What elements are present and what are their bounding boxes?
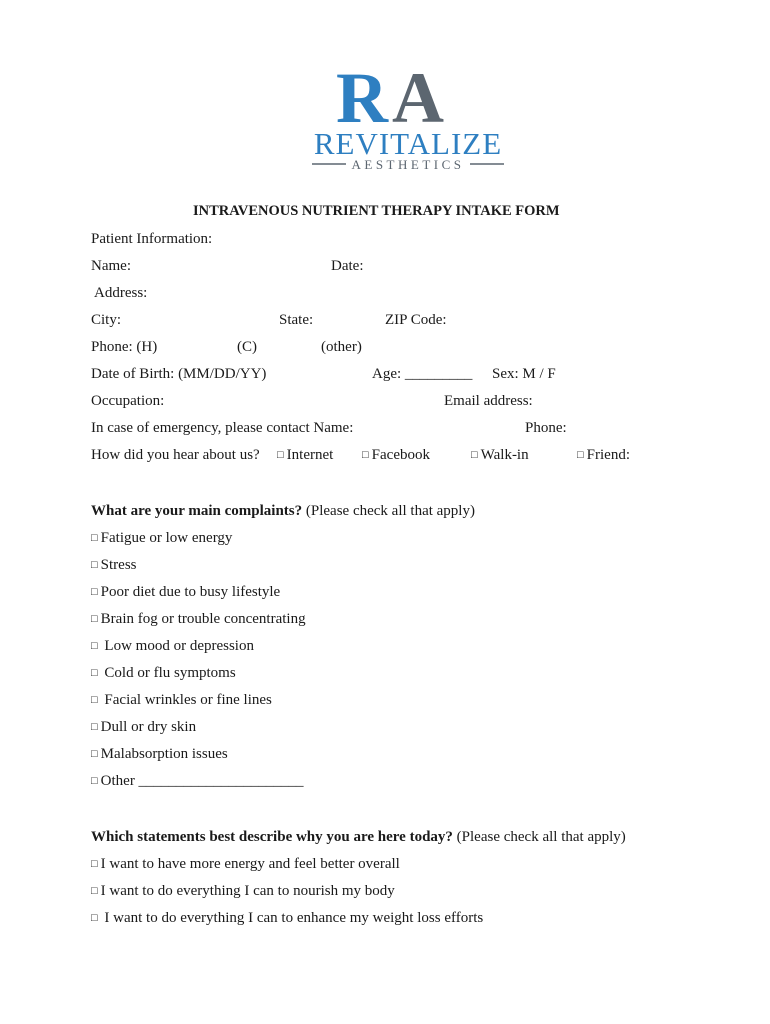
complaint-item[interactable]: □ Low mood or depression: [91, 638, 254, 654]
date-label: Date:: [331, 258, 364, 274]
checkbox-icon: □: [471, 449, 478, 461]
checkbox-icon: □: [91, 748, 98, 760]
name-label: Name:: [91, 258, 131, 274]
checkbox-icon: □: [91, 912, 98, 924]
complaint-item[interactable]: □ Poor diet due to busy lifestyle: [91, 584, 281, 600]
reason-item[interactable]: □ I want to have more energy and feel better overall: [91, 856, 400, 872]
referral-option-friend[interactable]: □ Friend:: [577, 447, 630, 463]
referral-option-internet[interactable]: □ Internet: [277, 447, 334, 463]
occupation-label: Occupation:: [91, 393, 165, 409]
checkbox-icon: □: [91, 613, 98, 625]
referral-question: How did you hear about us?: [91, 447, 260, 463]
complaints-question: What are your main complaints? (Please check all that apply): [91, 503, 475, 519]
checkbox-icon: □: [277, 449, 284, 461]
zip-label: ZIP Code:: [385, 312, 447, 328]
dob-label: Date of Birth: (MM/DD/YY): [91, 366, 267, 382]
logo-monogram-a: A: [392, 58, 444, 138]
checkbox-icon: □: [91, 586, 98, 598]
phone-cell-label: (C): [237, 339, 257, 355]
checkbox-icon: □: [91, 885, 98, 897]
checkbox-icon: □: [91, 858, 98, 870]
referral-option-facebook[interactable]: □ Facebook: [362, 447, 430, 463]
form-title: INTRAVENOUS NUTRIENT THERAPY INTAKE FORM: [193, 203, 560, 219]
reasons-question: Which statements best describe why you are here today? (Please check all that apply): [91, 829, 626, 845]
phone-other-label: (other): [321, 339, 362, 355]
complaint-item-other[interactable]: □ Other ______________________: [91, 773, 304, 789]
checkbox-icon: □: [91, 721, 98, 733]
complaint-item[interactable]: □ Brain fog or trouble concentrating: [91, 611, 306, 627]
checkbox-icon: □: [91, 640, 98, 652]
complaint-item[interactable]: □ Fatigue or low energy: [91, 530, 233, 546]
referral-option-walk-in[interactable]: □ Walk-in: [471, 447, 529, 463]
logo-brand-text: REVITALIZE: [313, 126, 503, 161]
sex-label: Sex: M / F: [492, 366, 556, 382]
complaint-item[interactable]: □ Cold or flu symptoms: [91, 665, 236, 681]
checkbox-icon: □: [91, 775, 98, 787]
checkbox-icon: □: [91, 559, 98, 571]
emergency-contact-label: In case of emergency, please contact Name:: [91, 420, 354, 436]
age-label: Age: _________: [372, 366, 473, 382]
emergency-phone-label: Phone:: [525, 420, 567, 436]
complaint-item[interactable]: □ Malabsorption issues: [91, 746, 228, 762]
address-label: Address:: [94, 285, 148, 301]
checkbox-icon: □: [577, 449, 584, 461]
email-label: Email address:: [444, 393, 533, 409]
checkbox-icon: □: [362, 449, 369, 461]
reason-item[interactable]: □ I want to do everything I can to nourish my body: [91, 883, 395, 899]
city-label: City:: [91, 312, 122, 328]
reason-item[interactable]: □ I want to do everything I can to enhance my weight loss efforts: [91, 910, 484, 926]
phone-home-label: Phone: (H): [91, 339, 158, 355]
checkbox-icon: □: [91, 532, 98, 544]
complaint-item[interactable]: □ Facial wrinkles or fine lines: [91, 692, 272, 708]
checkbox-icon: □: [91, 667, 98, 679]
checkbox-icon: □: [91, 694, 98, 706]
patient-info-heading: Patient Information:: [91, 231, 213, 247]
logo-monogram-r: R: [336, 58, 388, 138]
complaint-item[interactable]: □ Dull or dry skin: [91, 719, 197, 735]
state-label: State:: [279, 312, 314, 328]
complaint-item[interactable]: □ Stress: [91, 557, 137, 573]
logo-sub-text: AESTHETICS: [351, 157, 465, 172]
revitalize-logo: [310, 58, 506, 176]
